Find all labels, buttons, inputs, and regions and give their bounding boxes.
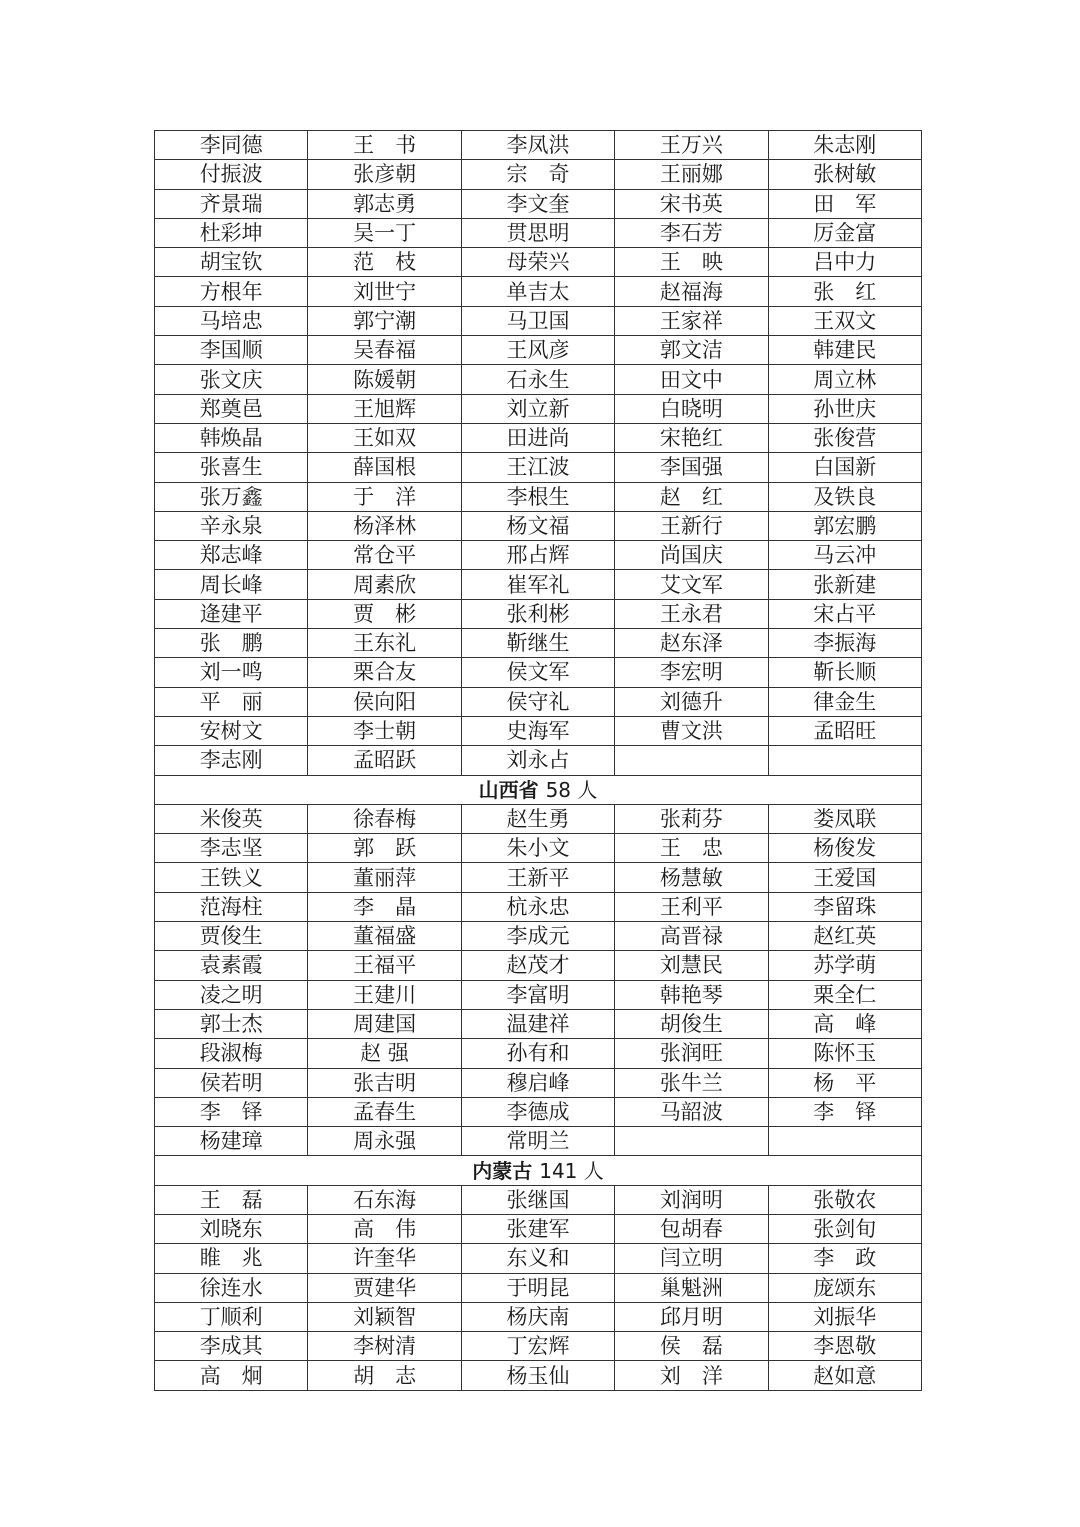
name-cell: 靳继生 — [461, 629, 614, 658]
name-cell: 王 书 — [308, 131, 461, 160]
name-cell: 李 晶 — [308, 892, 461, 921]
name-cell: 张利彬 — [461, 599, 614, 628]
name-cell: 袁素霞 — [155, 951, 308, 980]
name-cell: 史海军 — [461, 716, 614, 745]
table-row — [155, 511, 922, 540]
name-cell: 郭士杰 — [155, 1009, 308, 1038]
name-cell: 王双文 — [768, 306, 921, 335]
name-cell: 孙世庆 — [768, 394, 921, 423]
table-row — [155, 1068, 922, 1097]
name-cell: 王旭辉 — [308, 394, 461, 423]
name-cell: 张敬农 — [768, 1185, 921, 1214]
name-cell: 田文中 — [615, 365, 768, 394]
name-cell: 杨玉仙 — [461, 1361, 614, 1390]
names-table-body — [155, 131, 922, 1391]
name-cell — [768, 746, 921, 775]
table-row — [155, 189, 922, 218]
name-cell: 刘晓东 — [155, 1214, 308, 1243]
name-cell: 贾 彬 — [308, 599, 461, 628]
table-row — [155, 863, 922, 892]
table-row — [155, 980, 922, 1009]
name-cell: 田进尚 — [461, 423, 614, 452]
section-count: 58 人 — [545, 777, 598, 802]
name-cell: 张俊营 — [768, 423, 921, 452]
section-title: 内蒙古 — [472, 1158, 533, 1183]
name-cell: 王建川 — [308, 980, 461, 1009]
section-header-row — [155, 1156, 922, 1185]
table-row — [155, 1302, 922, 1331]
name-cell: 王家祥 — [615, 306, 768, 335]
table-row — [155, 570, 922, 599]
section-header — [155, 775, 922, 804]
name-cell: 尚国庆 — [615, 541, 768, 570]
table-row — [155, 1185, 922, 1214]
name-cell: 赵 强 — [308, 1039, 461, 1068]
name-cell: 李宏明 — [615, 658, 768, 687]
name-cell: 孟春生 — [308, 1097, 461, 1126]
name-cell: 邱月明 — [615, 1302, 768, 1331]
name-cell: 韩艳琴 — [615, 980, 768, 1009]
name-cell: 常明兰 — [461, 1127, 614, 1156]
name-cell: 刘振华 — [768, 1302, 921, 1331]
name-cell: 胡俊生 — [615, 1009, 768, 1038]
table-row — [155, 541, 922, 570]
name-cell: 付振波 — [155, 160, 308, 189]
name-cell: 孟昭旺 — [768, 716, 921, 745]
name-cell: 田 军 — [768, 189, 921, 218]
name-cell: 马培忠 — [155, 306, 308, 335]
name-cell: 张 鹏 — [155, 629, 308, 658]
name-cell: 张新建 — [768, 570, 921, 599]
name-cell: 巢魁洲 — [615, 1273, 768, 1302]
name-cell: 贾俊生 — [155, 922, 308, 951]
name-cell: 齐景瑞 — [155, 189, 308, 218]
name-cell: 曹文洪 — [615, 716, 768, 745]
name-cell: 于 洋 — [308, 482, 461, 511]
name-cell: 李同德 — [155, 131, 308, 160]
name-cell: 王丽娜 — [615, 160, 768, 189]
name-cell: 马卫国 — [461, 306, 614, 335]
name-cell: 张润旺 — [615, 1039, 768, 1068]
name-cell: 郭 跃 — [308, 834, 461, 863]
name-cell: 陈媛朝 — [308, 365, 461, 394]
table-row — [155, 1127, 922, 1156]
table-row — [155, 423, 922, 452]
name-cell: 刘德升 — [615, 687, 768, 716]
name-cell: 杨建璋 — [155, 1127, 308, 1156]
name-cell: 王 映 — [615, 248, 768, 277]
section-title: 山西省 — [478, 777, 539, 802]
name-cell: 刘慧民 — [615, 951, 768, 980]
name-cell: 赵 红 — [615, 482, 768, 511]
name-cell: 周长峰 — [155, 570, 308, 599]
name-cell: 李国强 — [615, 453, 768, 482]
name-cell: 徐春梅 — [308, 804, 461, 833]
name-cell: 王万兴 — [615, 131, 768, 160]
name-cell: 石永生 — [461, 365, 614, 394]
name-cell: 李树清 — [308, 1332, 461, 1361]
name-cell: 米俊英 — [155, 804, 308, 833]
name-cell: 张继国 — [461, 1185, 614, 1214]
name-cell: 单吉太 — [461, 277, 614, 306]
name-cell: 王利平 — [615, 892, 768, 921]
name-cell: 杨俊发 — [768, 834, 921, 863]
name-cell: 赵生勇 — [461, 804, 614, 833]
name-cell: 李士朝 — [308, 716, 461, 745]
name-cell: 艾文军 — [615, 570, 768, 599]
table-row — [155, 277, 922, 306]
table-row — [155, 131, 922, 160]
table-row — [155, 922, 922, 951]
name-cell: 高 峰 — [768, 1009, 921, 1038]
name-cell: 张莉芬 — [615, 804, 768, 833]
table-row — [155, 248, 922, 277]
table-row — [155, 599, 922, 628]
name-cell: 王 忠 — [615, 834, 768, 863]
name-cell: 赵茂才 — [461, 951, 614, 980]
table-row — [155, 1361, 922, 1390]
table-row — [155, 1009, 922, 1038]
name-cell: 张文庆 — [155, 365, 308, 394]
table-row — [155, 218, 922, 247]
name-cell: 刘 洋 — [615, 1361, 768, 1390]
name-cell: 侯 磊 — [615, 1332, 768, 1361]
name-cell: 周素欣 — [308, 570, 461, 599]
name-cell: 周立林 — [768, 365, 921, 394]
name-cell: 张牛兰 — [615, 1068, 768, 1097]
name-cell: 杨泽林 — [308, 511, 461, 540]
name-cell: 崔军礼 — [461, 570, 614, 599]
table-row — [155, 160, 922, 189]
name-cell: 李志刚 — [155, 746, 308, 775]
name-cell: 李 铎 — [155, 1097, 308, 1126]
name-cell: 侯文军 — [461, 658, 614, 687]
name-cell: 凌之明 — [155, 980, 308, 1009]
name-cell: 高 伟 — [308, 1214, 461, 1243]
name-cell: 赵如意 — [768, 1361, 921, 1390]
name-cell: 王如双 — [308, 423, 461, 452]
table-row — [155, 1244, 922, 1273]
name-cell: 郑奠邑 — [155, 394, 308, 423]
name-cell: 李根生 — [461, 482, 614, 511]
table-row — [155, 1097, 922, 1126]
name-cell: 张 红 — [768, 277, 921, 306]
name-cell: 方根年 — [155, 277, 308, 306]
name-cell — [615, 1127, 768, 1156]
name-cell: 侯向阳 — [308, 687, 461, 716]
name-cell: 许奎华 — [308, 1244, 461, 1273]
name-cell: 张彦朝 — [308, 160, 461, 189]
section-header-row — [155, 775, 922, 804]
name-cell: 穆启峰 — [461, 1068, 614, 1097]
name-cell: 赵福海 — [615, 277, 768, 306]
name-cell: 宋书英 — [615, 189, 768, 218]
name-cell: 邢占辉 — [461, 541, 614, 570]
name-cell: 郑志峰 — [155, 541, 308, 570]
name-cell: 张万鑫 — [155, 482, 308, 511]
name-cell: 宗 奇 — [461, 160, 614, 189]
name-cell: 及铁良 — [768, 482, 921, 511]
name-cell: 李成其 — [155, 1332, 308, 1361]
name-cell: 孙有和 — [461, 1039, 614, 1068]
name-cell: 王爱国 — [768, 863, 921, 892]
table-row — [155, 716, 922, 745]
name-cell: 刘永占 — [461, 746, 614, 775]
name-cell: 包胡春 — [615, 1214, 768, 1243]
name-cell: 平 丽 — [155, 687, 308, 716]
name-cell: 白国新 — [768, 453, 921, 482]
name-cell: 李 政 — [768, 1244, 921, 1273]
name-cell: 王风彦 — [461, 336, 614, 365]
name-cell: 郭宏鹏 — [768, 511, 921, 540]
name-cell: 张树敏 — [768, 160, 921, 189]
name-cell: 苏学萌 — [768, 951, 921, 980]
name-cell: 胡宝钦 — [155, 248, 308, 277]
name-cell: 东义和 — [461, 1244, 614, 1273]
name-cell: 李德成 — [461, 1097, 614, 1126]
name-cell: 郭志勇 — [308, 189, 461, 218]
table-row — [155, 1214, 922, 1243]
name-cell: 贯思明 — [461, 218, 614, 247]
name-cell: 宋占平 — [768, 599, 921, 628]
table-row — [155, 453, 922, 482]
name-cell: 李 铎 — [768, 1097, 921, 1126]
name-cell: 王江波 — [461, 453, 614, 482]
name-cell: 庞颂东 — [768, 1273, 921, 1302]
name-cell: 温建祥 — [461, 1009, 614, 1038]
name-cell: 段淑梅 — [155, 1039, 308, 1068]
name-cell: 王新行 — [615, 511, 768, 540]
name-cell: 马韶波 — [615, 1097, 768, 1126]
name-cell: 李石芳 — [615, 218, 768, 247]
table-row — [155, 1039, 922, 1068]
table-row — [155, 892, 922, 921]
name-cell: 栗合友 — [308, 658, 461, 687]
table-row — [155, 746, 922, 775]
name-cell: 刘世宁 — [308, 277, 461, 306]
name-cell: 杭永忠 — [461, 892, 614, 921]
name-cell: 刘颖智 — [308, 1302, 461, 1331]
name-cell: 宋艳红 — [615, 423, 768, 452]
name-cell: 母荣兴 — [461, 248, 614, 277]
name-cell: 靳长顺 — [768, 658, 921, 687]
name-cell: 张喜生 — [155, 453, 308, 482]
name-cell: 王永君 — [615, 599, 768, 628]
table-row — [155, 629, 922, 658]
name-cell: 杨文福 — [461, 511, 614, 540]
name-cell: 于明昆 — [461, 1273, 614, 1302]
table-row — [155, 482, 922, 511]
table-row — [155, 658, 922, 687]
name-cell: 杜彩坤 — [155, 218, 308, 247]
name-cell: 刘一鸣 — [155, 658, 308, 687]
table-row — [155, 336, 922, 365]
name-cell: 丁宏辉 — [461, 1332, 614, 1361]
name-cell: 李振海 — [768, 629, 921, 658]
name-cell: 范 枝 — [308, 248, 461, 277]
name-cell: 王新平 — [461, 863, 614, 892]
name-cell: 孟昭跃 — [308, 746, 461, 775]
name-cell: 王 磊 — [155, 1185, 308, 1214]
name-cell: 李留珠 — [768, 892, 921, 921]
name-cell: 张剑旬 — [768, 1214, 921, 1243]
name-cell: 朱小文 — [461, 834, 614, 863]
name-cell: 薛国根 — [308, 453, 461, 482]
name-cell: 韩焕晶 — [155, 423, 308, 452]
name-cell: 赵红英 — [768, 922, 921, 951]
name-cell: 胡 志 — [308, 1361, 461, 1390]
name-cell: 董福盛 — [308, 922, 461, 951]
name-cell: 栗全仁 — [768, 980, 921, 1009]
name-cell: 石东海 — [308, 1185, 461, 1214]
name-cell: 马云冲 — [768, 541, 921, 570]
name-cell: 睢 兆 — [155, 1244, 308, 1273]
table-row — [155, 834, 922, 863]
name-cell: 刘立新 — [461, 394, 614, 423]
name-cell: 朱志刚 — [768, 131, 921, 160]
name-cell: 侯若明 — [155, 1068, 308, 1097]
table-row — [155, 951, 922, 980]
name-cell: 李恩敬 — [768, 1332, 921, 1361]
name-cell — [615, 746, 768, 775]
name-cell — [768, 1127, 921, 1156]
name-cell: 郭文洁 — [615, 336, 768, 365]
name-cell: 高晋禄 — [615, 922, 768, 951]
table-row — [155, 1273, 922, 1302]
name-cell: 逄建平 — [155, 599, 308, 628]
table-row — [155, 394, 922, 423]
name-cell: 张建军 — [461, 1214, 614, 1243]
table-row — [155, 1332, 922, 1361]
name-cell: 律金生 — [768, 687, 921, 716]
name-cell: 杨慧敏 — [615, 863, 768, 892]
section-count: 141 人 — [539, 1158, 604, 1183]
name-cell: 李国顺 — [155, 336, 308, 365]
name-cell: 郭宁潮 — [308, 306, 461, 335]
name-cell: 张吉明 — [308, 1068, 461, 1097]
name-cell: 刘润明 — [615, 1185, 768, 1214]
name-cell: 高 炯 — [155, 1361, 308, 1390]
name-cell: 辛永泉 — [155, 511, 308, 540]
name-cell: 王东礼 — [308, 629, 461, 658]
name-cell: 白晓明 — [615, 394, 768, 423]
name-cell: 贾建华 — [308, 1273, 461, 1302]
name-cell: 赵东泽 — [615, 629, 768, 658]
name-cell: 吴一丁 — [308, 218, 461, 247]
name-cell: 安树文 — [155, 716, 308, 745]
name-cell: 周建国 — [308, 1009, 461, 1038]
name-cell: 吕中力 — [768, 248, 921, 277]
table-row — [155, 804, 922, 833]
name-cell: 韩建民 — [768, 336, 921, 365]
name-cell: 王福平 — [308, 951, 461, 980]
name-cell: 王铁义 — [155, 863, 308, 892]
table-row — [155, 306, 922, 335]
table-row — [155, 687, 922, 716]
name-cell: 常仓平 — [308, 541, 461, 570]
name-cell: 李富明 — [461, 980, 614, 1009]
name-cell: 董丽萍 — [308, 863, 461, 892]
name-cell: 李文奎 — [461, 189, 614, 218]
name-cell: 李成元 — [461, 922, 614, 951]
name-cell: 吴春福 — [308, 336, 461, 365]
name-cell: 徐连水 — [155, 1273, 308, 1302]
name-cell: 闫立明 — [615, 1244, 768, 1273]
table-row — [155, 365, 922, 394]
name-cell: 丁顺利 — [155, 1302, 308, 1331]
name-cell: 娄凤联 — [768, 804, 921, 833]
name-cell: 周永强 — [308, 1127, 461, 1156]
name-cell: 范海柱 — [155, 892, 308, 921]
name-cell: 陈怀玉 — [768, 1039, 921, 1068]
names-table — [154, 130, 922, 1391]
name-cell: 李凤洪 — [461, 131, 614, 160]
name-cell: 厉金富 — [768, 218, 921, 247]
section-header — [155, 1156, 922, 1185]
name-cell: 杨 平 — [768, 1068, 921, 1097]
name-cell: 李志坚 — [155, 834, 308, 863]
name-cell: 杨庆南 — [461, 1302, 614, 1331]
name-cell: 侯守礼 — [461, 687, 614, 716]
